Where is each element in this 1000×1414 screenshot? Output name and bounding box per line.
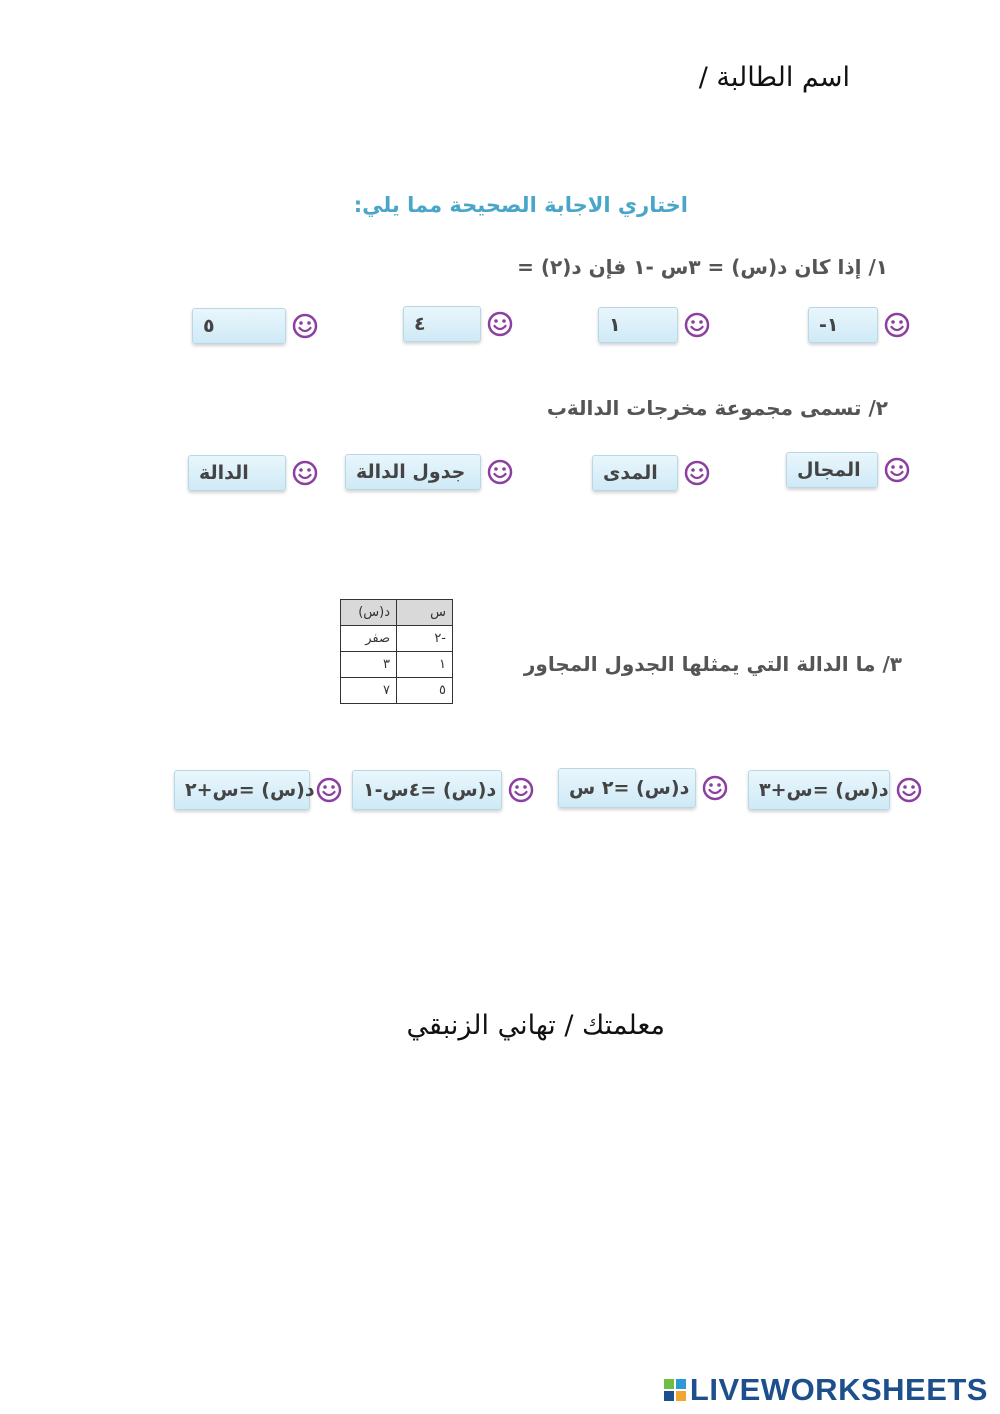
- q2-choice-2[interactable]: المدى: [592, 455, 678, 491]
- brand-text: LIVEWORKSHEETS: [689, 1372, 988, 1407]
- table-cell-dx: صفر: [341, 626, 397, 652]
- q3-choice-3[interactable]: د(س) =٤س-١: [352, 770, 502, 810]
- table-row: [341, 652, 453, 678]
- smiley-icon: [884, 457, 910, 483]
- question-3: ٣/ ما الدالة التي يمثلها الجدول المجاور: [523, 652, 902, 676]
- question-2: ٢/ تسمى مجموعة مخرجات الدالةب: [546, 396, 888, 420]
- q1-choice-1[interactable]: ١-: [808, 307, 878, 343]
- liveworksheets-logo: [664, 1372, 988, 1408]
- smiley-icon: [684, 460, 710, 486]
- table-cell-dx: ٧: [341, 678, 397, 704]
- q3-choice-2[interactable]: د(س) =٢ س: [558, 768, 696, 808]
- table-header-x: س: [397, 600, 453, 626]
- q1-option-4[interactable]: [192, 308, 318, 344]
- student-name-label: اسم الطالبة /: [698, 62, 850, 93]
- smiley-icon: [884, 312, 910, 338]
- smiley-icon: [292, 460, 318, 486]
- q3-choice-1[interactable]: د(س) =س+٣: [748, 770, 890, 810]
- smiley-icon: [508, 777, 534, 803]
- smiley-icon: [487, 459, 513, 485]
- q3-option-2[interactable]: [558, 768, 728, 808]
- q2-choice-4[interactable]: الدالة: [188, 455, 286, 491]
- q1-option-3[interactable]: [403, 306, 513, 342]
- table-cell-x: ١: [397, 652, 453, 678]
- q3-option-1[interactable]: [748, 770, 922, 810]
- q2-option-2[interactable]: [592, 455, 710, 491]
- smiley-icon: [316, 777, 342, 803]
- table-cell-dx: ٣: [341, 652, 397, 678]
- q2-option-3[interactable]: [345, 454, 513, 490]
- table-cell-x: ٢-: [397, 626, 453, 652]
- q2-option-4[interactable]: [188, 455, 318, 491]
- question-1: ١/ إذا كان د(س) = ٣س -١ فإن د(٢) =: [517, 255, 888, 279]
- table-header-dx: د(س): [341, 600, 397, 626]
- q1-choice-3[interactable]: ٤: [403, 306, 481, 342]
- table-row: [341, 626, 453, 652]
- q2-choice-3[interactable]: جدول الدالة: [345, 454, 481, 490]
- smiley-icon: [684, 312, 710, 338]
- smiley-icon: [896, 777, 922, 803]
- q1-choice-4[interactable]: ٥: [192, 308, 286, 344]
- table-row: [341, 678, 453, 704]
- q2-choice-1[interactable]: المجال: [786, 452, 878, 488]
- brand-grid-icon: [664, 1379, 686, 1401]
- smiley-icon: [292, 313, 318, 339]
- table-header-row: [341, 600, 453, 626]
- instruction-heading: اختاري الاجابة الصحيحة مما يلي:: [353, 193, 688, 217]
- q3-option-3[interactable]: [352, 770, 534, 810]
- q3-option-4[interactable]: [174, 770, 342, 810]
- function-table: [340, 599, 453, 704]
- smiley-icon: [487, 311, 513, 337]
- q1-option-1[interactable]: [808, 307, 910, 343]
- teacher-label: معلمتك / تهاني الزنبقي: [406, 1010, 665, 1041]
- smiley-icon: [702, 775, 728, 801]
- q2-option-1[interactable]: [786, 452, 910, 488]
- q1-choice-2[interactable]: ١: [598, 307, 678, 343]
- table-cell-x: ٥: [397, 678, 453, 704]
- q1-option-2[interactable]: [598, 307, 710, 343]
- q3-choice-4[interactable]: د(س) =س+٢: [174, 770, 310, 810]
